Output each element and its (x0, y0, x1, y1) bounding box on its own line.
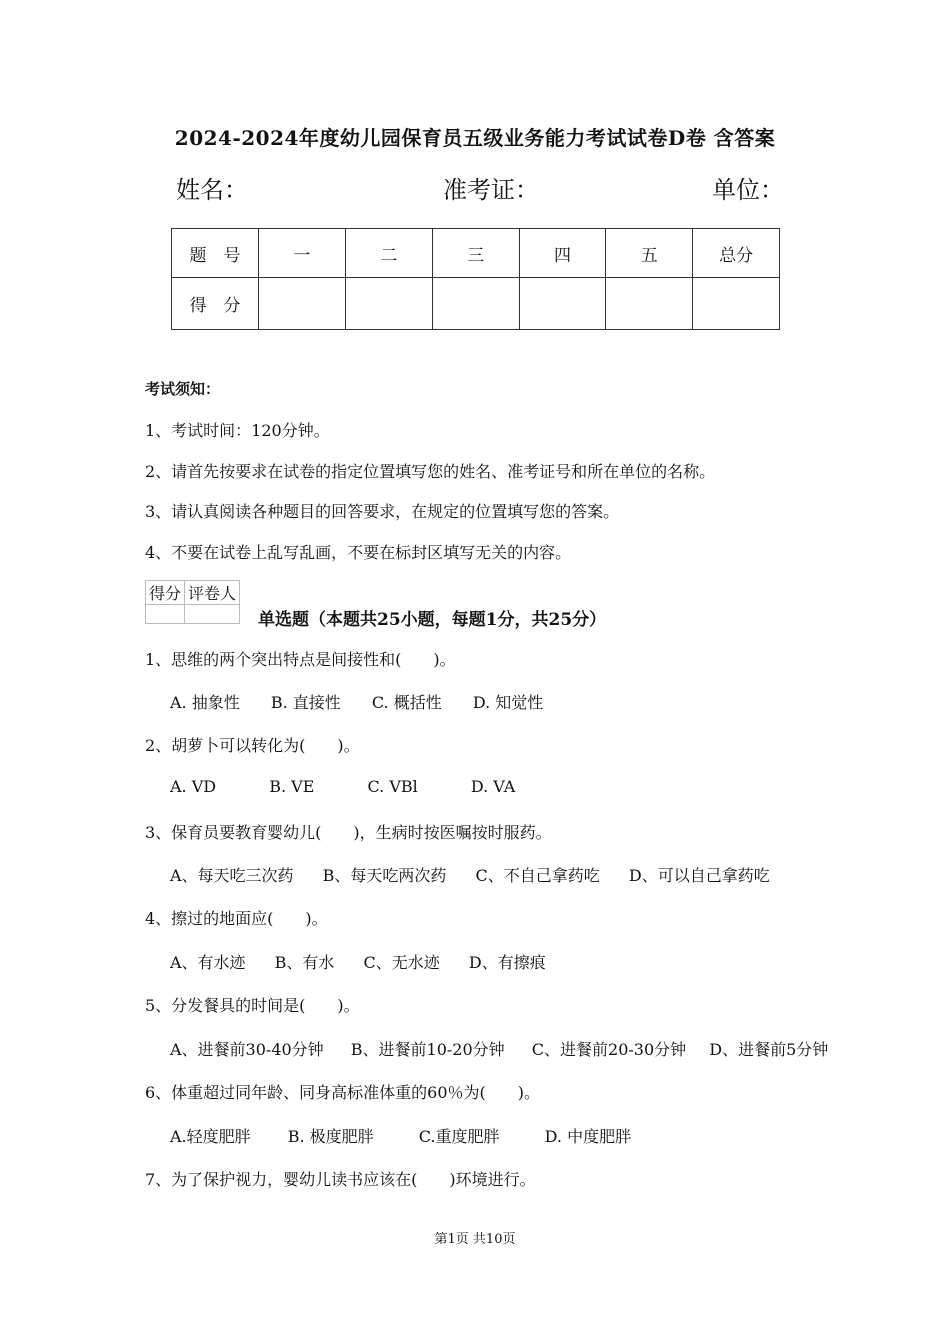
grader-score-cell[interactable] (146, 605, 185, 624)
option[interactable]: C、无水迹 (363, 953, 440, 972)
question-options (170, 1037, 828, 1060)
score-cell[interactable] (519, 278, 606, 330)
option[interactable]: C. 概括性 (371, 693, 442, 712)
notes-heading: 考试须知： (145, 380, 221, 398)
option[interactable]: B. 极度肥胖 (287, 1127, 374, 1146)
score-header-cell: 五 (606, 229, 693, 278)
note-item: 3、请认真阅读各种题目的回答要求，在规定的位置填写您的答案。 (145, 502, 620, 521)
score-table-header-row (172, 229, 780, 278)
page-title: 2024-2024年度幼儿园保育员五级业务能力考试试卷D卷 含答案 (174, 126, 776, 150)
score-cell[interactable] (259, 278, 346, 330)
score-header-cell: 题 号 (172, 229, 259, 278)
question-text: 6、体重超过同年龄、同身高标准体重的60％为( )。 (145, 1083, 541, 1102)
score-table-score-row (172, 278, 780, 330)
score-cell[interactable] (432, 278, 519, 330)
score-cell[interactable] (606, 278, 693, 330)
question-text: 2、胡萝卜可以转化为( )。 (145, 736, 360, 755)
grader-score-label: 得分 (146, 581, 185, 605)
option[interactable]: D. 中度肥胖 (544, 1127, 632, 1146)
score-header-cell: 一 (259, 229, 346, 278)
note-item: 4、不要在试卷上乱写乱画，不要在标封区填写无关的内容。 (145, 543, 572, 562)
option[interactable]: A、每天吃三次药 (170, 866, 294, 885)
question-options (170, 1124, 657, 1147)
option[interactable]: B、进餐前10-20分钟 (350, 1040, 505, 1059)
option[interactable]: D、可以自己拿药吃 (628, 866, 770, 885)
option[interactable]: B. 直接性 (270, 693, 341, 712)
option[interactable]: A、进餐前30-40分钟 (170, 1040, 324, 1059)
option[interactable]: C、进餐前20-30分钟 (531, 1040, 687, 1059)
note-item: 2、请首先按要求在试卷的指定位置填写您的姓名、准考证号和所在单位的名称。 (145, 462, 716, 481)
option[interactable]: B、每天吃两次药 (322, 866, 447, 885)
note-item: 1、考试时间：120分钟。 (145, 421, 330, 440)
name-field-label: 姓名： (176, 176, 248, 204)
option[interactable]: A.轻度肥胖 (170, 1127, 251, 1146)
option[interactable]: A. VD (170, 777, 217, 796)
page-footer: 第1页 共10页 (434, 1232, 516, 1247)
score-header-cell: 二 (345, 229, 432, 278)
score-header-cell: 三 (432, 229, 519, 278)
option[interactable]: A、有水迹 (170, 953, 246, 972)
score-cell[interactable] (345, 278, 432, 330)
exam-number-field-label: 准考证： (443, 176, 539, 204)
score-table (171, 228, 780, 330)
score-row-label: 得 分 (172, 278, 259, 330)
question-options (170, 690, 569, 713)
grader-box (145, 580, 240, 624)
score-header-cell: 四 (519, 229, 606, 278)
question-text: 5、分发餐具的时间是( )。 (145, 996, 360, 1015)
unit-field-label: 单位： (712, 176, 784, 204)
option[interactable]: C、不自己拿药吃 (475, 866, 600, 885)
question-options (170, 777, 541, 796)
question-text: 1、思维的两个突出特点是间接性和( )。 (145, 650, 456, 669)
question-text: 3、保育员要教育婴幼儿( )，生病时按医嘱按时服药。 (145, 823, 552, 842)
option[interactable]: D. VA (470, 777, 516, 796)
question-options (170, 863, 796, 886)
question-options (170, 950, 572, 973)
section-title: 单选题（本题共25小题，每题1分，共25分） (258, 610, 607, 630)
option[interactable]: D、有擦痕 (468, 953, 546, 972)
option[interactable]: D. 知觉性 (472, 693, 544, 712)
option[interactable]: B. VE (269, 777, 315, 796)
option[interactable]: A. 抽象性 (170, 693, 240, 712)
option[interactable]: B、有水 (274, 953, 335, 972)
option[interactable]: D、进餐前5分钟 (709, 1040, 829, 1059)
question-text: 4、擦过的地面应( )。 (145, 909, 328, 928)
score-header-cell: 总分 (693, 229, 780, 278)
option[interactable]: C.重度肥胖 (418, 1127, 500, 1146)
option[interactable]: C. VBl (367, 777, 418, 796)
score-cell[interactable] (693, 278, 780, 330)
question-text: 7、为了保护视力，婴幼儿读书应该在( )环境进行。 (145, 1170, 536, 1189)
grader-name-label: 评卷人 (185, 581, 240, 605)
grader-name-cell[interactable] (185, 605, 240, 624)
